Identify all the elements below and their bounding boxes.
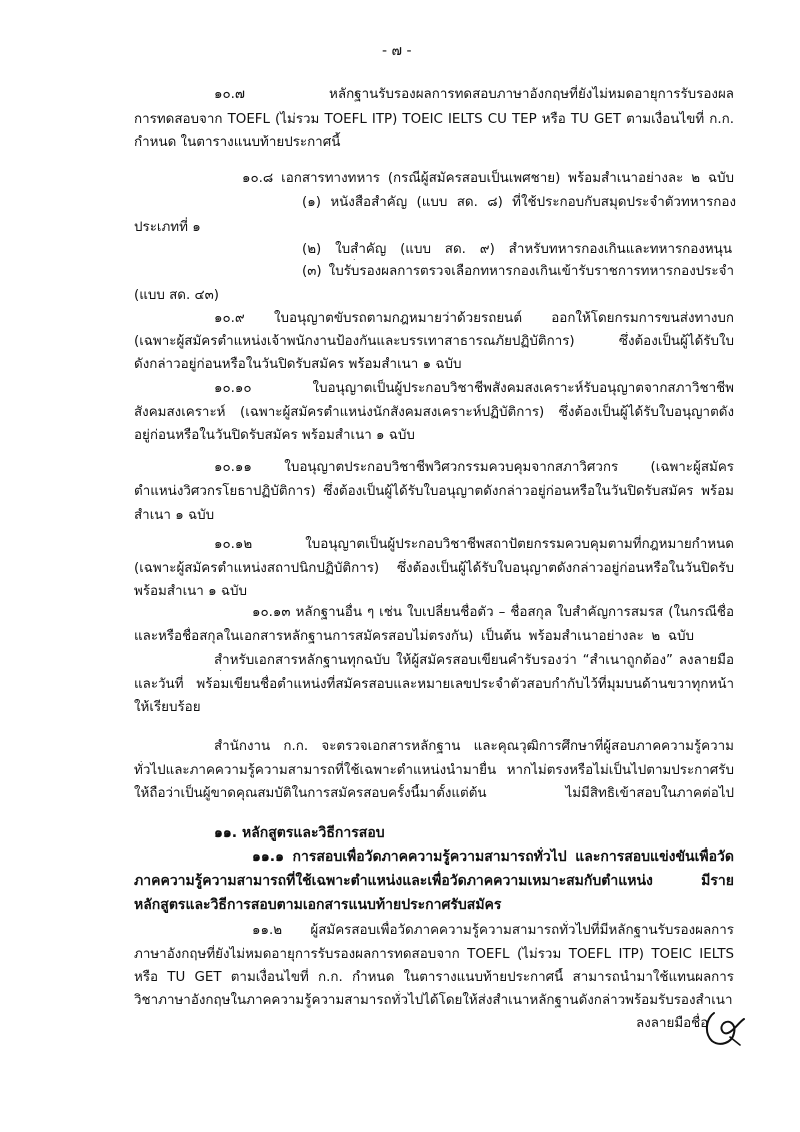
- text-line: ให้เรียบร้อย: [134, 700, 201, 715]
- text-line: ๑๐.๑๒ ใบอนุญาตเป็นผู้ประกอบวิชาชีพสถาปัตยกรรมควบคุมตามที่กฎหมายกำหนด: [214, 537, 734, 552]
- text-line: ให้ถือว่าเป็นผู้ขาดคุณสมบัติในการสมัครสอบครั้งนี้มาตั้งแต่ต้น ไม่มีสิทธิเข้าสอบในภาคต่อไป: [134, 786, 734, 801]
- text-line: สำเนา ๑ ฉบับ: [134, 508, 215, 523]
- text-line: ๑๐.๗ หลักฐานรับรองผลการทดสอบภาษาอังกฤษที่ยังไม่หมดอายุการรับรองผล: [214, 87, 734, 102]
- page-number: - ๗ -: [382, 43, 412, 59]
- text-line: ๑๐.๘ เอกสารทางทหาร (กรณีผู้สมัครสอบเป็นเพศชาย) พร้อมสำเนาอย่างละ ๒ ฉบับ: [242, 171, 734, 186]
- text-line: กำหนด ในตารางแนบท้ายประกาศนี้: [134, 135, 341, 150]
- text-line: สำนักงาน ก.ก. จะตรวจเอกสารหลักฐาน และคุณวุฒิการศึกษาที่ผู้สอบภาคความรู้ความ: [214, 739, 734, 754]
- text-line: (๒) ใบสำคัญ (แบบ สด. ๙) สำหรับทหารกองเกินและทหารกองหนุน: [302, 242, 732, 257]
- text-line: พร้อมสำเนา ๑ ฉบับ: [134, 584, 247, 599]
- text-line: อยู่ก่อนหรือในวันปิดรับสมัคร พร้อมสำเนา ๑ ฉบับ: [134, 428, 415, 443]
- text-line: ๑๑.๒ ผู้สมัครสอบเพื่อวัดภาคความรู้ความสามารถทั่วไปที่มีหลักฐานรับรองผลการ: [252, 923, 734, 938]
- text-line: ภาคความรู้ความสามารถที่ใช้เฉพาะตำแหน่งและเพื่อวัดภาคความเหมาะสมกับตำแหน่ง มีราย: [134, 873, 734, 889]
- text-line: วิชาภาษาอังกฤษในภาคความรู้ความสามารถทั่วไปได้โดยให้ส่งสำเนาหลักฐานดังกล่าวพร้อมรับรองสำเนา: [134, 993, 733, 1008]
- text-line: และวันที่ พร้อมเขียนชื่อตำแหน่งที่สมัครสอบและหมายเลขประจำตัวสอบกำกับไว้ที่มุมบนด้านขวาทุกหน้า: [134, 677, 734, 692]
- text-line: การทดสอบจาก TOEFL (ไม่รวม TOEFL ITP) TOEIC IELTS CU TEP หรือ TU GET ตามเงื่อนไขที่ ก.ก.: [134, 112, 734, 127]
- text-line: ๑๐.๑๐ ใบอนุญาตเป็นผู้ประกอบวิชาชีพสังคมสงเคราะห์รับอนุญาตจากสภาวิชาชีพ: [214, 381, 734, 396]
- text-line: (แบบ สด. ๔๓): [134, 288, 220, 303]
- text-line: ประเภทที่ ๑: [134, 220, 201, 235]
- text-line: ตำแหน่งวิศวกรโยธาปฏิบัติการ) ซึ่งต้องเป็นผู้ได้รับใบอนุญาตดังกล่าวอยู่ก่อนหรือในวันปิดรับสมัคร พร้อม: [134, 484, 734, 499]
- text-line: (๑) หนังสือสำคัญ (แบบ สด. ๘) ที่ใช้ประกอบกับสมุดประจำตัวทหารกอง: [302, 195, 736, 210]
- text-line: ทั่วไปและภาคความรู้ความสามารถที่ใช้เฉพาะตำแหน่งนำมายื่น หากไม่ตรงหรือไม่เป็นไปตามประกาศรับ: [134, 763, 734, 778]
- text-line: ๑๑.๑ การสอบเพื่อวัดภาคความรู้ความสามารถทั่วไป และการสอบแข่งขันเพื่อวัด: [252, 849, 734, 865]
- text-line: ลงลายมือชื่อ: [636, 1016, 709, 1031]
- text-line: (เฉพาะผู้สมัครตำแหน่งสถาปนิกปฏิบัติการ) ซึ่งต้องเป็นผู้ได้รับใบอนุญาตดังกล่าวอยู่ก่อนหรือในวันปิดรับ: [134, 561, 734, 576]
- text-line: ดังกล่าวอยู่ก่อนหรือในวันปิดรับสมัคร พร้อมสำเนา ๑ ฉบับ: [134, 357, 462, 372]
- text-line: ๑๐.๑๓ หลักฐานอื่น ๆ เช่น ใบเปลี่ยนชื่อตัว – ชื่อสกุล ใบสำคัญการสมรส (ในกรณีชื่อ: [252, 605, 734, 620]
- section-heading: ๑๑. หลักสูตรและวิธีการสอบ: [214, 825, 385, 841]
- text-line: ภาษาอังกฤษที่ยังไม่หมดอายุการรับรองผลการทดสอบจาก TOEFL (ไม่รวม TOEFL ITP) TOEIC IELTS: [134, 947, 734, 962]
- text-line: หรือ TU GET ตามเงื่อนไขที่ ก.ก. กำหนด ในตารางแนบท้ายประกาศนี้ สามารถนำมาใช้แทนผลการ: [134, 970, 734, 985]
- text-line: สำหรับเอกสารหลักฐานทุกฉบับ ให้ผู้สมัครสอบเขียนคำรับรองว่า “สำเนาถูกต้อง” ลงลายมือ: [214, 653, 734, 668]
- text-line: สังคมสงเคราะห์ (เฉพาะผู้สมัครตำแหน่งนักสังคมสงเคราะห์ปฏิบัติการ) ซึ่งต้องเป็นผู้ได้รับใบอนุญาตดัง: [134, 405, 734, 420]
- text-line: (เฉพาะผู้สมัครตำแหน่งเจ้าพนักงานป้องกันและบรรเทาสาธารณภัยปฏิบัติการ) ซึ่งต้องเป็นผู้ได้รับใบ: [134, 334, 734, 349]
- text-line: ๑๐.๙ ใบอนุญาตขับรถตามกฎหมายว่าด้วยรถยนต์ ออกให้โดยกรมการขนส่งทางบก: [214, 311, 734, 326]
- text-line: และหรือชื่อสกุลในเอกสารหลักฐานการสมัครสอบไม่ตรงกัน) เป็นต้น พร้อมสำเนาอย่างละ ๒ ฉบับ: [134, 629, 694, 644]
- text-line: หลักสูตรและวิธีการสอบตามเอกสารแนบท้ายประกาศรับสมัคร: [134, 897, 502, 913]
- text-line: ๑๐.๑๑ ใบอนุญาตประกอบวิชาชีพวิศวกรรมควบคุมจากสภาวิศวกร (เฉพาะผู้สมัคร: [214, 460, 734, 475]
- text-line: (๓) ใบรับรองผลการตรวจเลือกทหารกองเกินเข้ารับราชการทหารกองประจำ: [302, 264, 734, 279]
- handwritten-signature: [700, 1003, 748, 1049]
